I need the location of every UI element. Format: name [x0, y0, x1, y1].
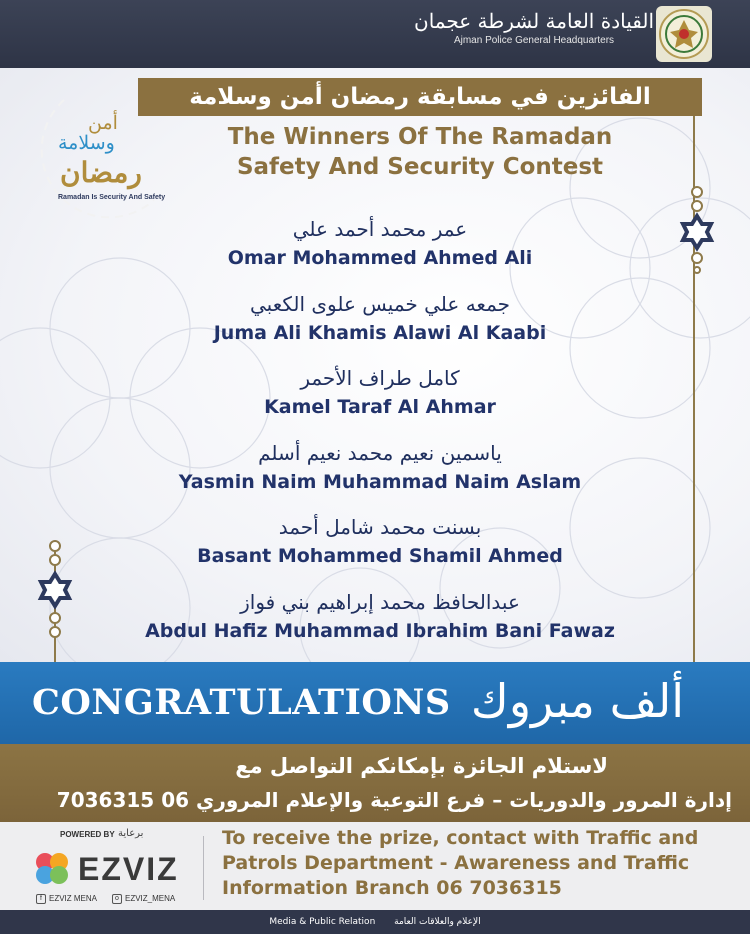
- logo-text-salama: وسلامة: [58, 132, 115, 154]
- right-star-ornament-icon: [672, 184, 722, 274]
- powered-by-label: POWERED BY: [60, 830, 115, 839]
- winner-name-en: Yasmin Naim Muhammad Naim Aslam: [178, 470, 582, 493]
- title-ar: الفائزين في مسابقة رمضان أمن وسلامة: [138, 78, 702, 116]
- winner-name-ar: عمر محمد أحمد علي: [292, 217, 468, 241]
- facebook-icon: f: [36, 894, 46, 904]
- logo-text-ramadan: رمضان: [60, 156, 142, 189]
- org-name-ar: القيادة العامة لشرطة عجمان: [414, 9, 654, 33]
- logo-tagline: Ramadan Is Security And Safety: [58, 194, 166, 201]
- org-name-block: [414, 8, 654, 48]
- instagram-icon: o: [112, 894, 122, 904]
- list-item: [110, 214, 650, 289]
- contact-en-line1: To receive the prize, contact with Traffic and: [222, 827, 699, 849]
- ezviz-logo-icon: [32, 848, 72, 888]
- facebook-handle[interactable]: [36, 894, 97, 904]
- instagram-handle[interactable]: [112, 894, 175, 904]
- winner-name-ar: جمعه علي خميس علوى الكعبي: [250, 291, 510, 316]
- footer-ar: الإعلام والعلاقات العامة: [394, 917, 481, 927]
- ezviz-brand: EZVIZ: [78, 851, 179, 887]
- contact-en-line2: Patrols Department - Awareness and Traffic: [222, 852, 690, 874]
- contact-ar-line2: إدارة المرور والدوريات – فرع التوعية والإعلام المروري 06 7036315: [56, 788, 732, 812]
- winner-name-en: Kamel Taraf Al Ahmar: [264, 396, 496, 418]
- powered-by-label-ar: برعاية: [118, 828, 144, 839]
- title-en-line1: The Winners Of The Ramadan: [227, 124, 613, 150]
- list-item: [110, 438, 650, 513]
- contact-ar-line1: لاستلام الجائزة بإمكانكم التواصل مع: [235, 754, 608, 778]
- header-band: [0, 0, 750, 68]
- winner-name-en: Abdul Hafiz Muhammad Ibrahim Bani Fawaz: [145, 619, 615, 642]
- winner-name-ar: ياسمين نعيم محمد نعيم أسلم: [258, 440, 502, 465]
- org-name-en: Ajman Police General Headquarters: [453, 35, 615, 46]
- winner-name-ar: عبدالحافظ محمد إبراهيم بني فواز: [240, 589, 520, 614]
- footer-en: Media & Public Relation: [269, 917, 376, 927]
- contact-en-line3: Information Branch 06 7036315: [222, 877, 562, 899]
- congratulations-en: CONGRATULATIONS: [32, 682, 451, 723]
- title-en-line2: Safety And Security Contest: [236, 154, 604, 180]
- winner-name-ar: بسنت محمد شامل أحمد: [278, 515, 482, 539]
- vertical-divider: [203, 836, 204, 900]
- facebook-handle-text: EZVIZ MENA: [49, 894, 98, 904]
- winner-name-en: Basant Mohammed Shamil Ahmed: [197, 545, 563, 567]
- instagram-handle-text: EZVIZ_MENA: [125, 894, 176, 904]
- winner-name-ar: كامل طراف الأحمر: [300, 366, 460, 390]
- congratulations-band: [0, 662, 750, 744]
- list-item: [110, 289, 650, 364]
- title-en: [190, 122, 650, 182]
- contact-band-ar: [0, 744, 750, 822]
- sponsor-contact-area: [0, 822, 750, 910]
- winner-name-en: Omar Mohammed Ahmed Ali: [227, 247, 533, 269]
- logo-text-amn: أمن: [88, 112, 118, 134]
- police-emblem-icon: [656, 6, 712, 62]
- winners-card: [0, 68, 750, 662]
- list-item: [110, 363, 650, 438]
- footer-bar: [0, 910, 750, 934]
- list-item: [110, 512, 650, 587]
- congratulations-ar: ألف مبروك: [470, 674, 684, 728]
- list-item: [110, 587, 650, 662]
- right-decor-rail: [693, 82, 695, 662]
- contact-en: [222, 826, 742, 901]
- winner-name-en: Juma Ali Khamis Alawi Al Kaabi: [213, 321, 547, 344]
- winners-list: [110, 214, 650, 661]
- left-star-ornament-icon: [30, 538, 80, 642]
